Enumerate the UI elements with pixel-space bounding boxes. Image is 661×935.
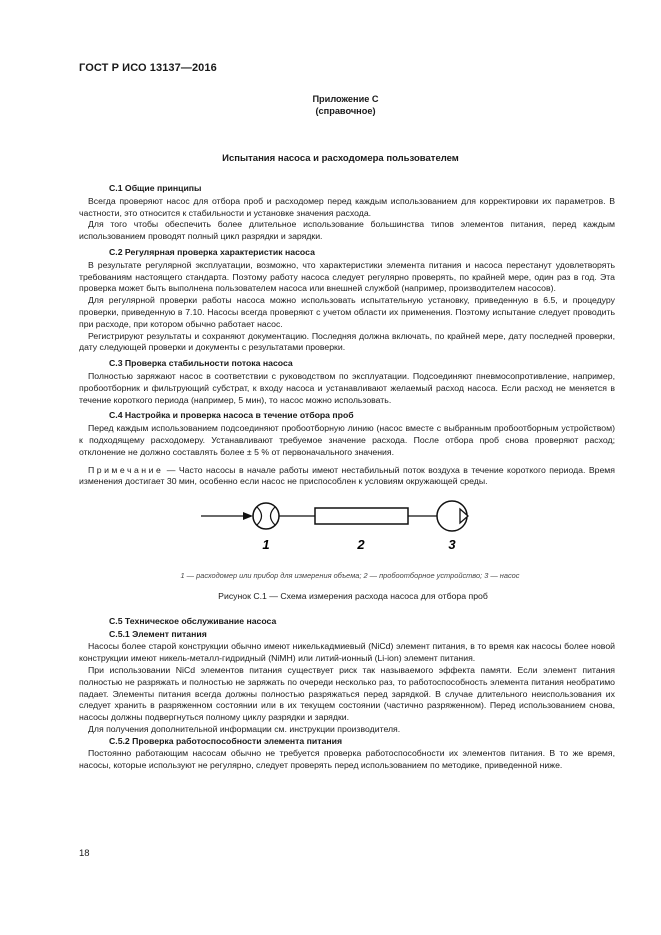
figure-caption: Рисунок С.1 — Схема измерения расхода насоса для отбора проб xyxy=(218,590,488,601)
inlet-arrow-icon xyxy=(243,512,253,520)
annex-label: Приложение С xyxy=(312,94,379,104)
annex-note: (справочное) xyxy=(315,106,376,116)
note-label: Примечание xyxy=(88,464,164,475)
section-c2-heading: С.2 Регулярная проверка характеристик насоса xyxy=(109,246,315,257)
flowmeter-circle xyxy=(253,503,279,529)
section-c52-heading: С.5.2 Проверка работоспособности элемента питания xyxy=(109,735,343,746)
section-c4-note xyxy=(79,465,615,489)
section-c3-heading: С.3 Проверка стабильности потока насоса xyxy=(109,358,293,369)
figure-number-1: 1 xyxy=(262,537,270,553)
standard-header: ГОСТ Р ИСО 13137—2016 xyxy=(79,62,217,74)
flowmeter-symbol xyxy=(257,507,275,525)
document-body xyxy=(79,179,615,772)
section-c51-heading: С.5.1 Элемент питания xyxy=(109,628,207,639)
section-c3-paragraph: Полностью заряжают насос в соответствии с руководством по эксплуатации. Подсоединяют пневмосопротивление, например, пробоотборник и фильтрующий субстрат, к входу насоса и устанавливают желаемый расход насоса. Если расход не меняется в течение короткого периода (например, 5 мин), то насос можно использовать. xyxy=(79,370,615,405)
section-c5-paragraph: Для получения дополнительной информации см. инструкции производителя. xyxy=(88,723,401,734)
spacer xyxy=(79,603,615,612)
section-c1-paragraph: Для того чтобы обеспечить более длительное использование большинства типов элементов питания, перед каждым использованием проводят полный цикл разрядки и зарядки. xyxy=(79,219,615,242)
annex-label-block xyxy=(0,93,661,117)
section-c1-paragraph: Всегда проверяют насос для отбора проб и расходомер перед каждым использованием для корректировки их параметров. В частности, это относится к стабильности и установке значения расхода. xyxy=(79,195,615,218)
section-c5-paragraph: Постоянно работающим насосам обычно не требуется проверка работоспособности их элементов питания. В то же время, насосы, которые используют не регулярно, следует проверять перед использованием по методике, приведенной ниже. xyxy=(79,748,615,771)
section-c4-paragraph: Перед каждым использованием подсоединяют пробоотборную линию (насос вместе с выбранным пробоотборным устройством) к подходящему расходомеру. Устанавливают требуемое значение расхода. После отбора проб снова проверяют расход; отклонение не должно составлять более ± 5 % от первоначального значения. xyxy=(79,423,615,457)
section-c1-heading: С.1 Общие принципы xyxy=(109,183,202,193)
figure-c1 xyxy=(79,498,615,564)
annex-title: Испытания насоса и расходомера пользователем xyxy=(222,153,459,164)
figure-number-2: 2 xyxy=(357,537,365,553)
page-number: 18 xyxy=(79,848,90,859)
section-c5-paragraph: Насосы более старой конструкции обычно имеют никелькадмиевый (NiCd) элемент питания, в то время как насосы более новой конструкции имеют никель-металл-гидридный (NiMH) или литий-ионный (Li-ion) элемент питания. xyxy=(79,641,615,664)
section-c2-paragraph: Регистрируют результаты и сохраняют документацию. Последняя должна включать, по крайней мере, дату последней проверки, дату следующей проверки и документы с результатами проверки. xyxy=(79,330,615,353)
figure-number-3: 3 xyxy=(448,537,456,553)
sampler-rect xyxy=(315,508,408,524)
section-c5-heading: С.5 Техническое обслуживание насоса xyxy=(109,615,277,626)
section-c4-heading: С.4 Настройка и проверка насоса в течение отбора проб xyxy=(109,410,354,421)
section-c2-paragraph: В результате регулярной эксплуатации, возможно, что характеристики элемента питания и насоса перестанут удовлетворять требованиям настоящего стандарта. Поэтому работу насоса следует регулярно проверять, по крайней мере, один раз в год. Эта проверка может быть выполнена пользователем насоса или внешней службой (например, производителем насосов). xyxy=(79,259,615,294)
section-c5-paragraph: При использовании NiCd элементов питания существует риск так называемого эффекта памяти. Если элемент питания полностью не разряжать и полностью не заряжать по очереди несколько раз, то работоспособность элемента питания необратимо падает. Элементы питания всегда должны полностью разряжаться перед зарядкой. В случае длительного неиспользования их следует хранить в разряженном состоянии или в их текущем состоянии (частично разряженном). Перед использованием снова, насосы должны подвергнуться полному циклу разрядки и зарядки. xyxy=(79,664,615,723)
figure-legend: 1 — расходомер или прибор для измерения объема; 2 — пробоотборное устройство; 3 — насос xyxy=(180,571,520,581)
note-text: — Часто насосы в начале работы имеют нестабильный поток воздуха в течение короткого периода. Время изменения достигает 30 мин, особенно если насос не приспособлен к условиям окружающей среды. xyxy=(79,464,615,487)
flow-scheme-diagram xyxy=(199,498,559,564)
section-c2-paragraph: Для регулярной проверки работы насоса можно использовать испытательную установку, приведенную в 6.5, и процедуру проверки, приведенную в 7.10. Насосы всегда проверяют с учетом области их применения. Поэтому испытание следует проводить при расходе, при котором обычно работает насос. xyxy=(79,295,615,329)
